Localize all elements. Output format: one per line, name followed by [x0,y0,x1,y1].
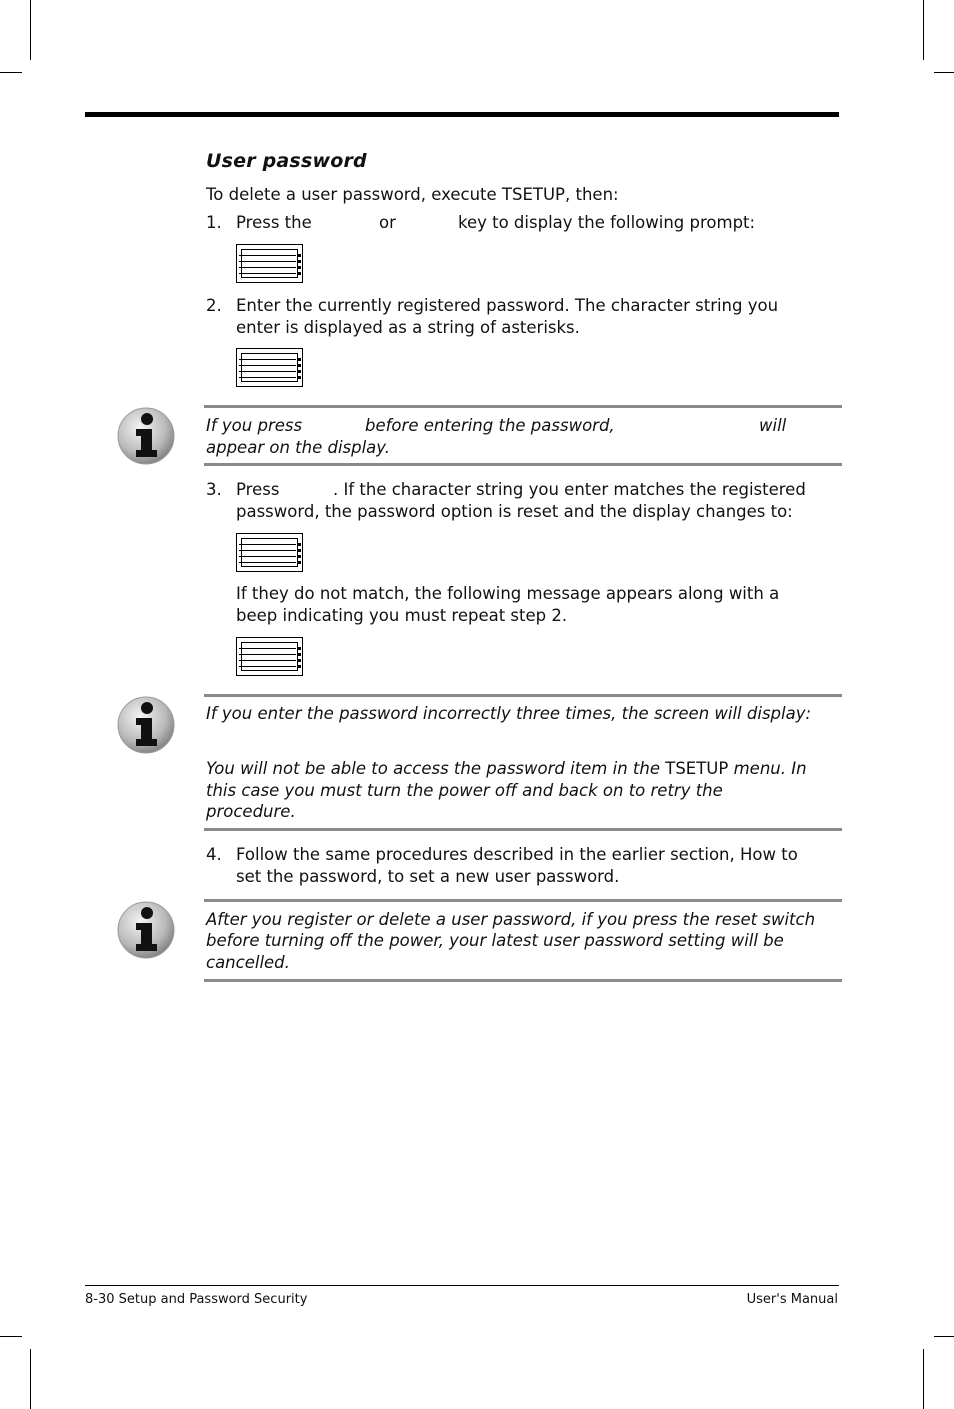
note-2-line-2 [206,758,838,780]
note-2-line-1: If you enter the password incorrectly three times, the screen will display: [206,704,812,723]
step-number: 4. [206,845,222,864]
crop-mark [923,1349,924,1409]
crop-mark [0,1336,22,1337]
crop-mark [934,72,954,73]
note-top-rule [204,899,842,902]
step-2-line-2: enter is displayed as a string of asterisks. [236,318,580,337]
info-i-icon [116,900,176,960]
step-3-text-a: Press [236,480,280,499]
step-1-text-a: Press the [236,213,312,232]
footer-manual-label: User's Manual [746,1292,838,1307]
crop-mark [934,1336,954,1337]
step-4-line-1: Follow the same procedures described in the earlier section, How to [236,845,798,864]
note-3-line-1: After you register or delete a user password, if you press the reset switch [206,910,816,929]
step-1-text-b: or [379,213,396,232]
note-1-part-a: If you press [206,416,303,435]
crop-mark [0,72,22,73]
crop-mark [30,1349,31,1409]
note-top-rule [204,405,842,408]
step-3-line-2: password, the password option is reset and the display changes to: [236,502,793,521]
note-1-text [206,415,838,458]
footer-page-label: 8-30 Setup and Password Security [85,1292,308,1307]
note-1-part-b: before entering the password, [365,416,615,435]
note-bottom-rule [204,463,842,466]
note-1-part-c: will [759,416,787,435]
crop-mark [923,0,924,60]
note-2-line-3: this case you must turn the power off and back on to retry the [206,781,723,800]
screen-asterisks-image [236,348,303,387]
footer-rule [85,1285,839,1286]
note-top-rule [204,694,842,697]
note-2-line-4: procedure. [206,802,296,821]
step-1-text-c: key to display the following prompt: [458,213,756,232]
screen-reset-image [236,533,303,572]
intro-text: To delete a user password, execute TSETUP, then: [206,185,619,204]
note-bottom-rule [204,979,842,982]
note-bottom-rule [204,828,842,831]
note-1-line-2: appear on the display. [206,437,391,457]
note-3-line-3: cancelled. [206,953,290,972]
step-number: 1. [206,213,222,232]
screen-prompt-image [236,244,303,283]
header-rule [85,112,839,117]
note-2-part-a: You will not be able to access the password item in the [206,759,660,778]
step-4-line-2: set the password, to set a new user password. [236,867,620,886]
step-2-line-1: Enter the currently registered password. The character string you [236,296,779,315]
screen-error-image [236,637,303,676]
note-2-part-b: TSETUP [665,759,729,778]
info-i-icon [116,695,176,755]
step-number: 2. [206,296,222,315]
note-3-line-2: before turning off the power, your latest user password setting will be [206,931,784,950]
crop-mark [30,0,31,60]
note-2-part-c: menu. In [733,759,807,778]
section-heading: User password [206,150,367,172]
mismatch-line-2: beep indicating you must repeat step 2. [236,606,568,625]
step-3-text-b: . If the character string you enter matches the registered [333,480,806,499]
mismatch-line-1: If they do not match, the following message appears along with a [236,584,780,603]
step-number: 3. [206,480,222,499]
info-i-icon [116,406,176,466]
